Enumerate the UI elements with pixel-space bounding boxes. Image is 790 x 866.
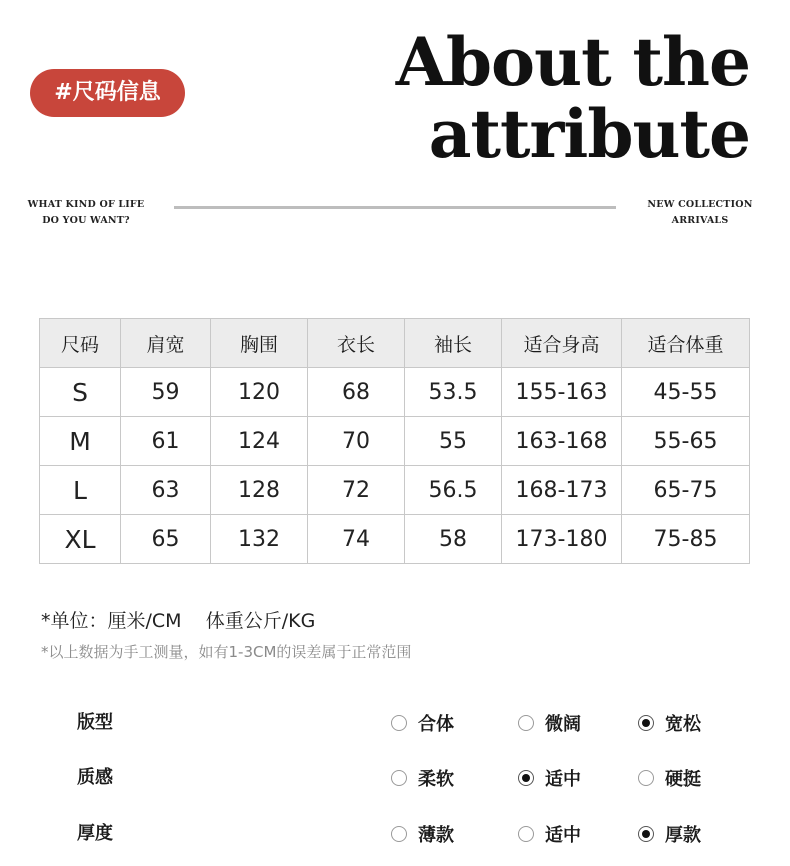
table-cell: 63: [121, 466, 211, 515]
option-label: 柔软: [418, 769, 454, 790]
option-texture-0[interactable]: [391, 763, 454, 793]
radio-icon[interactable]: [391, 715, 407, 731]
table-cell: 168-173: [502, 466, 622, 515]
table-cell: 128: [211, 466, 308, 515]
size-cell: XL: [40, 515, 121, 564]
option-label: 厚款: [665, 825, 701, 846]
option-fit-0[interactable]: [391, 708, 454, 738]
radio-icon[interactable]: [638, 715, 654, 731]
table-cell: 65-75: [622, 466, 750, 515]
table-cell: 70: [308, 417, 405, 466]
header-cell: 胸围: [211, 319, 308, 368]
option-thickness-1[interactable]: [518, 819, 581, 849]
table-cell: 72: [308, 466, 405, 515]
option-texture-2[interactable]: [638, 763, 701, 793]
size-cell: L: [40, 466, 121, 515]
option-label: 合体: [418, 714, 454, 735]
about-headline: [350, 23, 750, 173]
radio-icon[interactable]: [638, 826, 654, 842]
table-cell: 53.5: [405, 368, 502, 417]
table-cell: 59: [121, 368, 211, 417]
option-label: 微阔: [545, 714, 581, 735]
headline-line-1: About the: [395, 23, 750, 101]
option-fit-2[interactable]: [638, 708, 701, 738]
radio-icon[interactable]: [391, 826, 407, 842]
option-fit-1[interactable]: [518, 708, 581, 738]
tagline-right: [640, 197, 760, 229]
headline-line-2: attribute: [428, 95, 750, 173]
table-cell: 163-168: [502, 417, 622, 466]
tagline-left-line-1: WHAT KIND OF LIFE: [27, 199, 145, 210]
radio-icon[interactable]: [638, 770, 654, 786]
table-row: [40, 466, 750, 515]
size-cell: S: [40, 368, 121, 417]
option-label: 薄款: [418, 825, 454, 846]
table-header-row: [40, 319, 750, 368]
option-thickness-2[interactable]: [638, 819, 701, 849]
table-cell: 132: [211, 515, 308, 564]
attribute-row-texture: [0, 763, 790, 793]
table-cell: 55-65: [622, 417, 750, 466]
header-cell: 适合身高: [502, 319, 622, 368]
attribute-row-thickness: [0, 819, 790, 849]
table-cell: 124: [211, 417, 308, 466]
size-cell: M: [40, 417, 121, 466]
option-texture-1[interactable]: [518, 763, 581, 793]
table-cell: 75-85: [622, 515, 750, 564]
attribute-label: 厚度: [77, 823, 113, 844]
radio-icon[interactable]: [391, 770, 407, 786]
table-cell: 55: [405, 417, 502, 466]
attribute-label: 版型: [77, 712, 113, 733]
table-row: [40, 515, 750, 564]
size-info-badge: #尺码信息: [30, 69, 185, 117]
tagline-left: [22, 197, 150, 229]
measurement-disclaimer: *以上数据为手工测量，如有1-3CM的误差属于正常范围: [41, 643, 412, 661]
radio-icon[interactable]: [518, 826, 534, 842]
table-cell: 155-163: [502, 368, 622, 417]
option-label: 硬挺: [665, 769, 701, 790]
table-cell: 68: [308, 368, 405, 417]
header-cell: 衣长: [308, 319, 405, 368]
tagline-right-line-1: NEW COLLECTION: [647, 199, 753, 210]
radio-icon[interactable]: [518, 715, 534, 731]
size-chart-table: [39, 318, 750, 564]
header-cell: 适合体重: [622, 319, 750, 368]
option-label: 适中: [545, 769, 581, 790]
table-cell: 61: [121, 417, 211, 466]
table-cell: 56.5: [405, 466, 502, 515]
tagline-left-line-2: DO YOU WANT?: [42, 215, 130, 226]
option-label: 宽松: [665, 714, 701, 735]
header-cell: 尺码: [40, 319, 121, 368]
table-cell: 65: [121, 515, 211, 564]
option-label: 适中: [545, 825, 581, 846]
header-cell: 袖长: [405, 319, 502, 368]
unit-note: *单位：厘米/CM 体重公斤/KG: [41, 610, 316, 632]
header-cell: 肩宽: [121, 319, 211, 368]
table-cell: 58: [405, 515, 502, 564]
attribute-label: 质感: [77, 767, 113, 788]
tagline-right-line-2: ARRIVALS: [671, 215, 729, 226]
radio-icon[interactable]: [518, 770, 534, 786]
option-thickness-0[interactable]: [391, 819, 454, 849]
attribute-row-fit: [0, 708, 790, 738]
table-row: [40, 417, 750, 466]
table-cell: 120: [211, 368, 308, 417]
table-cell: 173-180: [502, 515, 622, 564]
divider-line: [174, 206, 616, 209]
table-row: [40, 368, 750, 417]
table-cell: 45-55: [622, 368, 750, 417]
table-cell: 74: [308, 515, 405, 564]
